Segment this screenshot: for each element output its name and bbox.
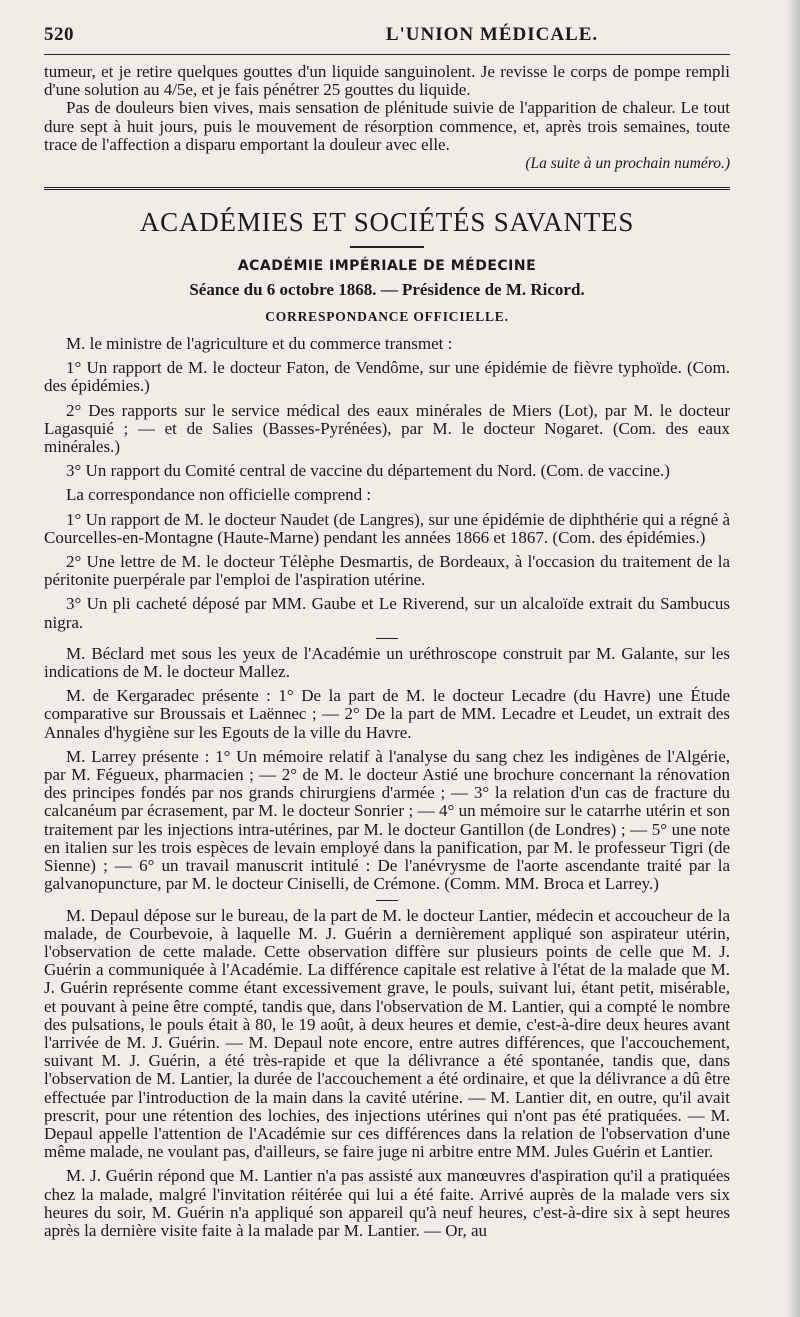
official-item-3: 3° Un rapport du Comité central de vaccine du département du Nord. (Com. de vaccine.) — [66, 461, 670, 481]
academy-heading: ACADÉMIE IMPÉRIALE DE MÉDECINE — [237, 258, 537, 275]
separator-dash — [376, 638, 398, 639]
unofficial-item-2: 2° Une lettre de M. le docteur Télèphe Desmartis, de Bordeaux, à l'occasion du traitement de la péritonite puerpérale par l'emploi de l'aspiration utérine. — [44, 552, 730, 590]
section-divider — [44, 187, 730, 193]
intro-paragraph-2: Pas de douleurs bien vives, mais sensation de plénitude suivie de l'apparition de chaleur. Le tout dure sept à huit jours, puis le mouvement de résorption commence, et, après trois semaines, toute trace de l'affection a disparu emportant la douleur avec elle. — [44, 98, 730, 154]
beclard-paragraph: M. Béclard met sous les yeux de l'Académie un uréthroscope construit par M. Galante, sur les indications de M. le docteur Mallez. — [44, 643, 730, 682]
header-rule — [44, 54, 730, 55]
page-number: 520 — [44, 24, 74, 45]
larrey-paragraph: M. Larrey présente : 1° Un mémoire relatif à l'analyse du sang chez les indigènes de l'Algérie, par M. Fégueux, pharmacien ; — 2° de M. le docteur Astié une brochure concernant la rénovation des principes fondés par nos grands chirurgiens d'armée ; — 3° la relation d'un cas de fracture du calcanéum par écrasement, par M. le docteur Sonrier ; — 4° un mémoire sur le catarrhe utérin et son traitement par les injections intra-utérines, par M. le docteur Gantillon (de Londres) ; — 5° une note en italien sur les trois espèces de levain employé dans la panification, par M. le professeur Tigri (de Sienne) ; — 6° un travail manuscrit intitulé : De l'anévrysme de l'aorte ascendante traité par la galvanopuncture, par M. le docteur Ciniselli, de Crémone. (Comm. MM. Broca et Larrey.) — [44, 746, 730, 894]
separator-dash — [376, 900, 398, 901]
unofficial-item-1: 1° Un rapport de M. le docteur Naudet (de Langres), sur une épidémie de diphthérie qui a régné à Courcelles-en-Montagne (Haute-Marne) pendant les années 1866 et 1867. (Com. des épidémies.) — [44, 509, 730, 547]
guerin-paragraph: M. J. Guérin répond que M. Lantier n'a pas assisté aux manœuvres d'aspiration qu'il a pratiquées chez la malade, malgré l'invitation réitérée qui lui a été faite. Arrivé auprès de la malade vers six heures du soir, M. Guérin n'a appliqué son appareil qu'à neuf heures, c'est-à-dire six à sept heures après la dernière visite faite à la malade par M. Lantier. — Or, au — [44, 1166, 730, 1240]
kergaradec-paragraph: M. de Kergaradec présente : 1° De la part de M. le docteur Lecadre (du Havre) une Étude comparative sur Broussais et Laënnec ; — 2° De la part de MM. Lecadre et Leudet, un extrait des Annales d'hygiène sur les Egouts de la ville du Havre. — [44, 686, 730, 742]
session-line: Séance du 6 octobre 1868. — Présidence de M. Ricord. — [189, 280, 585, 300]
correspondence-heading: CORRESPONDANCE OFFICIELLE. — [265, 309, 509, 325]
continuation-note: (La suite à un prochain numéro.) — [525, 155, 730, 173]
section-title: ACADÉMIES ET SOCIÉTÉS SAVANTES — [139, 207, 635, 238]
unofficial-item-3: 3° Un pli cacheté déposé par MM. Gaube et Le Riverend, sur un alcaloïde extrait du Sambucus nigra. — [44, 594, 730, 632]
journal-title: L'UNION MÉDICALE. — [385, 24, 599, 45]
page-edge-shadow — [786, 0, 800, 1317]
page-header — [44, 24, 720, 46]
official-item-2: 2° Des rapports sur le service médical des eaux minérales de Miers (Lot), par M. le docteur Lagasquié ; — et de Salies (Basses-Pyrénées), par M. le docteur Nogaret. (Com. des eaux minérales.) — [44, 400, 730, 457]
official-intro: M. le ministre de l'agriculture et du commerce transmet : — [66, 334, 453, 354]
intro-paragraph-1: tumeur, et je retire quelques gouttes d'un liquide sanguinolent. Je revisse le corps de pompe rempli d'une solution au 4/5e, et je fais pénétrer 25 gouttes du liquide. — [44, 62, 730, 100]
official-item-1: 1° Un rapport de M. le docteur Faton, de Vendôme, sur une épidémie de fièvre typhoïde. (Com. des épidémies.) — [44, 358, 730, 396]
title-underline — [350, 246, 424, 248]
unofficial-intro: La correspondance non officielle comprend : — [66, 485, 372, 505]
depaul-paragraph: M. Depaul dépose sur le bureau, de la part de M. le docteur Lantier, médecin et accoucheur de la malade, de Courbevoie, à laquelle M. J. Guérin a dernièrement appliqué son aspirateur utérin, l'observation de cette malade. Cette observation diffère sur plusieurs points de celle que M. J. Guérin a communiquée à l'Académie. La différence capitale est relative à l'état de la malade que M. J. Guérin représente comme étant excessivement grave, le pouls, suivant lui, étant petit, misérable, et pouvant à peine être compté, tandis que, dans l'observation de M. Lantier, qui a compté le nombre des pulsations, le pouls était à 80, le 19 août, à deux heures et demie, c'est-à-dire deux heures avant l'arrivée de M. J. Guérin. — M. Depaul note encore, entre autres différences, que l'accouchement, suivant M. J. Guérin, a été très-rapide et que la délivrance a été spontanée, tandis que, dans l'observation de M. Lantier, la durée de l'accouchement a été ordinaire, et que la délivrance a dû être effectuée par l'introduction de la main dans la cavité utérine. — M. Lantier dit, en outre, qu'il avait prescrit, pour une rétention des lochies, des injections utérines qui n'ont pas été pratiquées. — M. Depaul appelle l'attention de l'Académie sur ces différences dans la relation de l'observation d'une même malade, ne voulant pas, d'ailleurs, se faire juge ni arbitre entre MM. Jules Guérin et Lantier. — [44, 905, 730, 1162]
